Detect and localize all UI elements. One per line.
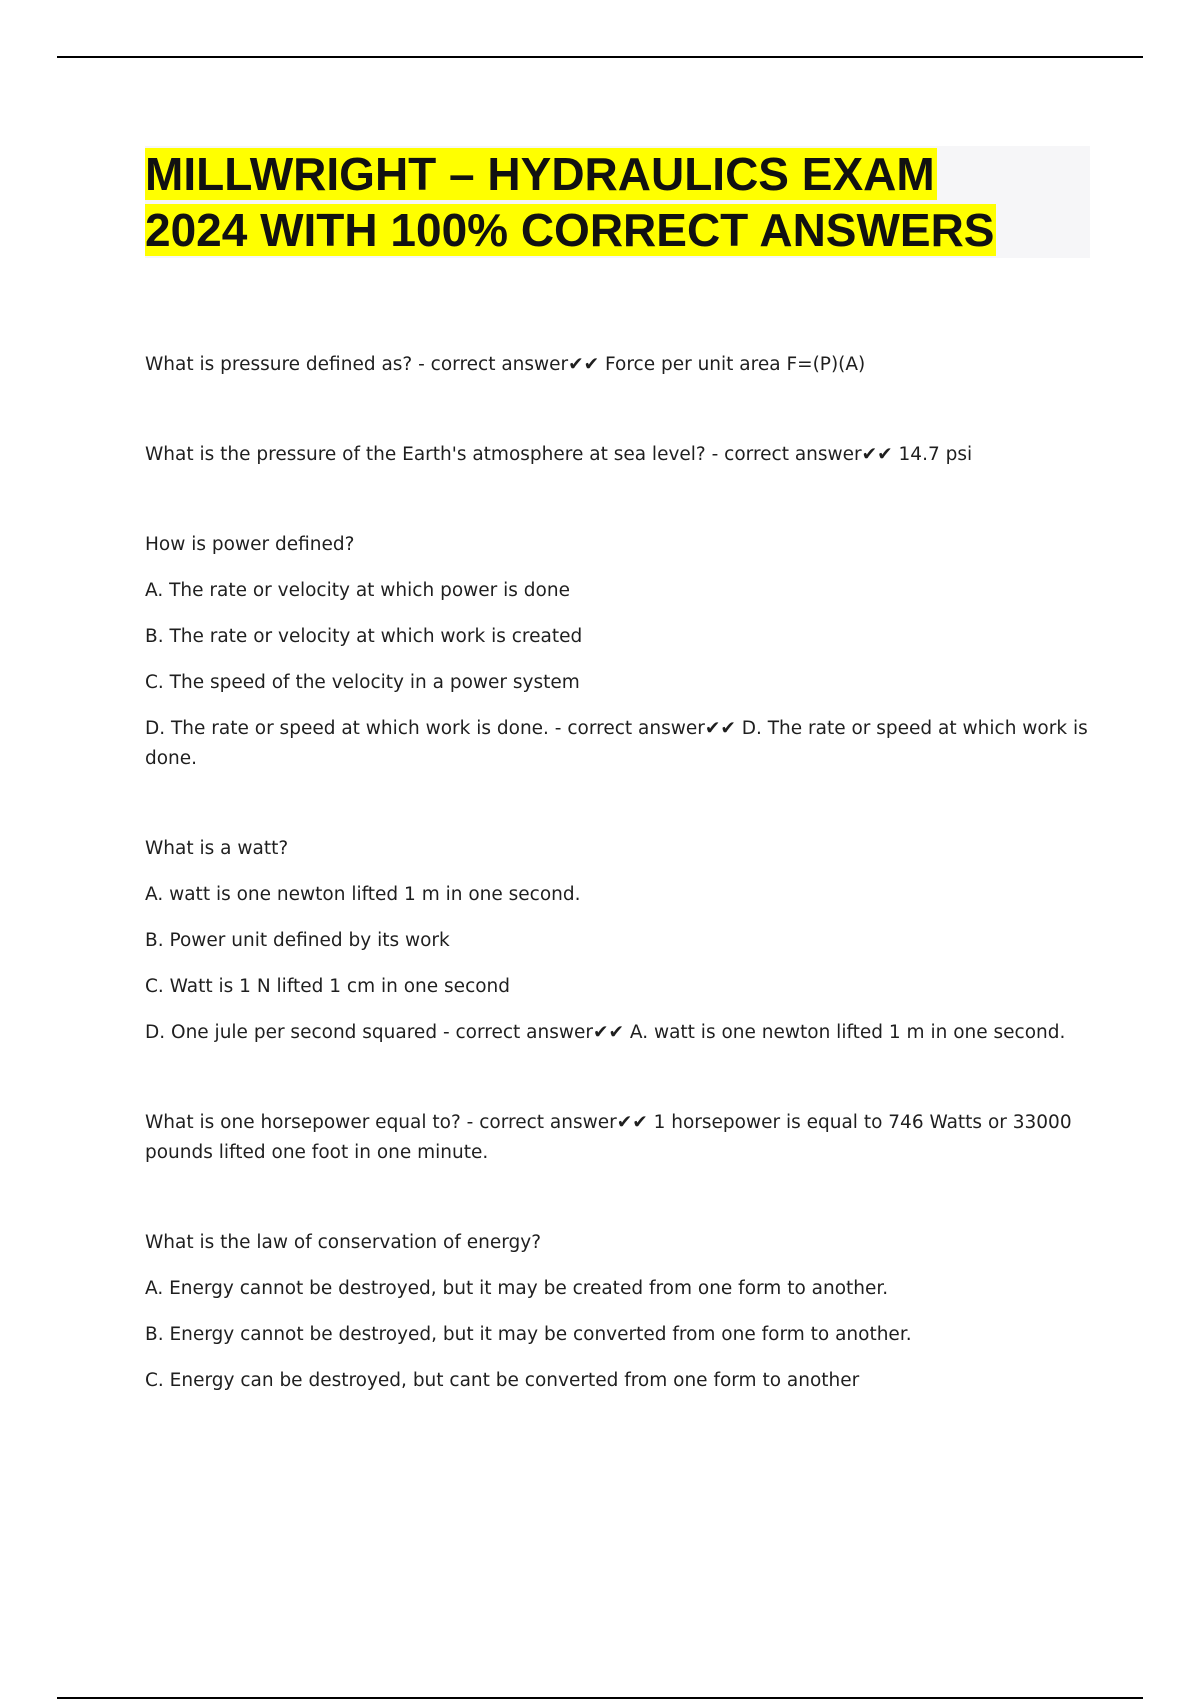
question-block-6 [145, 1228, 1090, 1396]
question-text: How is power defined? [145, 534, 355, 555]
title-line-1: MILLWRIGHT – HYDRAULICS EXAM [145, 148, 935, 200]
option-b: B. The rate or velocity at which work is created [145, 626, 583, 647]
title-block [145, 146, 1090, 258]
option-a: A. The rate or velocity at which power is done [145, 580, 570, 601]
option-c: C. Energy can be destroyed, but cant be converted from one form to another [145, 1370, 860, 1391]
question-text: What is one horsepower equal to? - correct answer✔✔ 1 horsepower is equal to 746 Watts or 33000 pounds lifted one foot in one minute. [145, 1112, 1072, 1163]
option-c: C. The speed of the velocity in a power system [145, 672, 580, 693]
document-title [145, 146, 1090, 258]
question-block-1 [145, 350, 1090, 380]
question-text: What is the law of conservation of energy? [145, 1232, 542, 1253]
question-text: What is pressure defined as? - correct answer✔✔ Force per unit area F=(P)(A) [145, 354, 866, 375]
option-a: A. Energy cannot be destroyed, but it may be created from one form to another. [145, 1278, 889, 1299]
option-c: C. Watt is 1 N lifted 1 cm in one second [145, 976, 511, 997]
title-line-2: 2024 WITH 100% CORRECT ANSWERS [145, 204, 995, 256]
option-b: B. Power unit defined by its work [145, 930, 450, 951]
question-text: What is the pressure of the Earth's atmosphere at sea level? - correct answer✔✔ 14.7 psi [145, 444, 973, 465]
question-block-5 [145, 1108, 1090, 1168]
question-block-4 [145, 834, 1090, 1048]
option-a: A. watt is one newton lifted 1 m in one second. [145, 884, 581, 905]
question-block-2 [145, 440, 1090, 470]
question-block-3 [145, 530, 1090, 774]
header-rule [57, 56, 1143, 58]
document-page [145, 146, 1090, 1456]
footer-rule [57, 1697, 1143, 1699]
option-b: B. Energy cannot be destroyed, but it may be converted from one form to another. [145, 1324, 912, 1345]
option-d-with-answer: D. The rate or speed at which work is done. - correct answer✔✔ D. The rate or speed at which work is done. [145, 718, 1088, 769]
questions-list [145, 350, 1090, 1396]
question-text: What is a watt? [145, 838, 289, 859]
option-d-with-answer: D. One jule per second squared - correct answer✔✔ A. watt is one newton lifted 1 m in one second. [145, 1022, 1066, 1043]
